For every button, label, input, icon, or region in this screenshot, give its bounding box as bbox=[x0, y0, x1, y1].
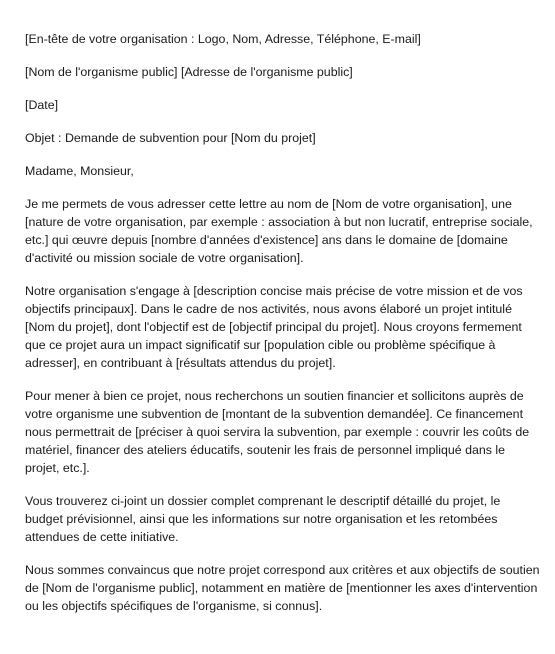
body-paragraph-mission: Notre organisation s'engage à [description concise mais précise de votre mission et de vos objectifs principaux]. Dans le cadre de nos activités, nous avons élaboré un projet intitulé [Nom du projet], dont l'objectif est de [objectif principal du projet]. Nous croyons fermement que ce projet aura un impact significatif sur [population cible ou problème spécifique à adresser], en contribuant à [résultats attendus du projet]. bbox=[25, 284, 523, 370]
salutation: Madame, Monsieur, bbox=[25, 164, 134, 178]
body-paragraph-attachments: Vous trouverez ci-joint un dossier complet comprenant le descriptif détaillé du projet, le budget prévisionnel, ainsi que les informations sur notre organisation et les retombées attendues de cette initiative. bbox=[25, 494, 501, 544]
letter-subject: Objet : Demande de subvention pour [Nom du projet] bbox=[25, 131, 316, 145]
letter-header: [En-tête de votre organisation : Logo, Nom, Adresse, Téléphone, E-mail] bbox=[25, 32, 421, 46]
body-paragraph-alignment: Nous sommes convaincus que notre projet correspond aux critères et aux objectifs de soutien de [Nom de l'organisme public], notamment en matière de [mentionner les axes d'intervention ou les objectifs spécifiques de l'organisme, si connus]. bbox=[25, 563, 540, 613]
recipient-address: [Nom de l'organisme public] [Adresse de l'organisme public] bbox=[25, 65, 353, 79]
body-paragraph-funding-request: Pour mener à bien ce projet, nous recherchons un soutien financier et sollicitons auprès de votre organisme une subvention de [montant de la subvention demandée]. Ce financement nous permettrait de [préciser à quoi servira la subvention, par exemple : couvrir les coûts de matériel, financer des ateliers éducatifs, soutenir les frais de personnel impliqué dans le projet, etc.]. bbox=[25, 389, 530, 475]
letter-date: [Date] bbox=[25, 98, 59, 112]
letter-document bbox=[25, 30, 540, 630]
body-paragraph-introduction: Je me permets de vous adresser cette lettre au nom de [Nom de votre organisation], une [nature de votre organisation, par exemple : association à but non lucratif, entreprise sociale, etc.] qui œuvre depuis [nombre d'années d'existence] ans dans le domaine de [domaine d'activité ou mission sociale de votre organisation]. bbox=[25, 197, 533, 265]
